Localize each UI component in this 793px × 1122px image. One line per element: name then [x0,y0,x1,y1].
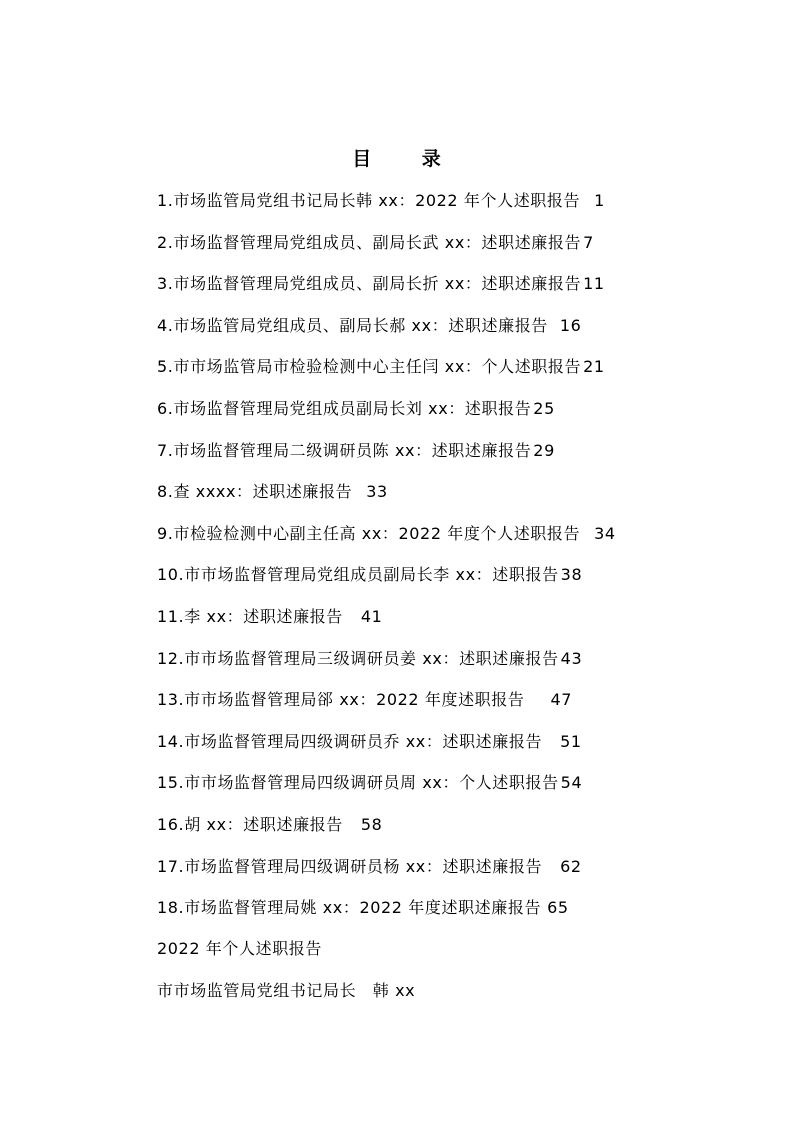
toc-item-page: 11 [583,274,605,294]
toc-item-page: 1 [594,191,605,210]
toc-item[interactable] [157,762,677,804]
toc-item-text: 12.市市场监督管理局三级调研员姜 xx：述职述廉报告 [157,648,559,668]
toc-item-text: 7.市场监督管理局二级调研员陈 xx：述职述廉报告 [157,440,532,460]
toc-item[interactable] [157,554,677,596]
toc-item-text: 15.市市场监督管理局四级调研员周 xx：个人述职报告 [157,773,559,793]
toc-item-text: 4.市场监管局党组成员、副局长郝 xx：述职述廉报告 [157,315,548,335]
toc-item-text: 8.查 xxxx：述职述廉报告 [157,482,353,502]
toc-item[interactable] [157,346,677,388]
toc-item-text: 2.市场监督管理局党组成员、副局长武 xx：述职述廉报告 [157,232,582,252]
toc-item-text: 11.李 xx：述职述廉报告 [157,606,343,626]
toc-list [157,180,677,929]
toc-item-page: 43 [560,648,583,668]
toc-item[interactable] [157,180,677,222]
toc-item-page: 38 [560,565,583,585]
toc-item[interactable] [157,596,677,638]
toc-item-text: 10.市市场监督管理局党组成员副局长李 xx：述职报告 [157,565,559,585]
toc-item-page: 25 [533,398,555,418]
report-heading: 2022 年个人述职报告 [157,939,323,958]
toc-item-text: 17.市场监督管理局四级调研员杨 xx：述职述廉报告 [157,856,543,876]
toc-item[interactable] [157,388,677,430]
toc-item[interactable] [157,222,677,264]
toc-item-page: 62 [560,856,582,876]
toc-item[interactable] [157,263,677,305]
toc-item[interactable] [157,471,677,513]
toc-item-text: 18.市场监督管理局姚 xx：2022 年度述职述廉报告 [157,898,542,918]
toc-item-page: 41 [360,606,383,626]
report-byline: 市市场监管局党组书记局长 韩 xx [157,981,416,1000]
toc-item-text: 6.市场监督管理局党组成员副局长刘 xx：述职报告 [157,398,532,418]
toc-item-text: 9.市检验检测中心副主任高 xx：2022 年度个人述职报告 [157,523,581,543]
toc-item[interactable] [157,679,677,721]
toc-item[interactable] [157,804,677,846]
toc-item-page: 47 [550,690,573,710]
toc-title: 目 录 [352,148,463,170]
toc-item-page: 65 [547,898,569,918]
toc-item-text: 16.胡 xx：述职述廉报告 [157,814,343,834]
toc-item-page: 16 [559,315,582,335]
toc-item[interactable] [157,887,677,929]
toc-item-text: 14.市场监督管理局四级调研员乔 xx：述职述廉报告 [157,731,543,751]
toc-item-text: 5.市市场监管局市检验检测中心主任闫 xx：个人述职报告 [157,357,582,377]
toc-item-page: 51 [560,731,582,751]
toc-item[interactable] [157,846,677,888]
toc-item[interactable] [157,513,677,555]
toc-item-page: 54 [560,773,583,793]
toc-item-page: 21 [583,357,605,377]
toc-item-text: 13.市市场监督管理局郤 xx：2022 年度述职报告 [157,690,525,710]
toc-item-text: 3.市场监督管理局党组成员、副局长折 xx：述职述廉报告 [157,274,582,294]
toc-item-page: 34 [594,523,616,543]
toc-item-page: 29 [533,440,555,460]
toc-item[interactable] [157,305,677,347]
toc-item-page: 7 [583,232,594,252]
toc-item-page: 58 [360,814,383,834]
toc-item[interactable] [157,638,677,680]
toc-item[interactable] [157,721,677,763]
toc-item[interactable] [157,430,677,472]
toc-item-text: 1.市场监管局党组书记局长韩 xx：2022 年个人述职报告 [157,191,581,210]
toc-item-page: 33 [366,482,388,502]
